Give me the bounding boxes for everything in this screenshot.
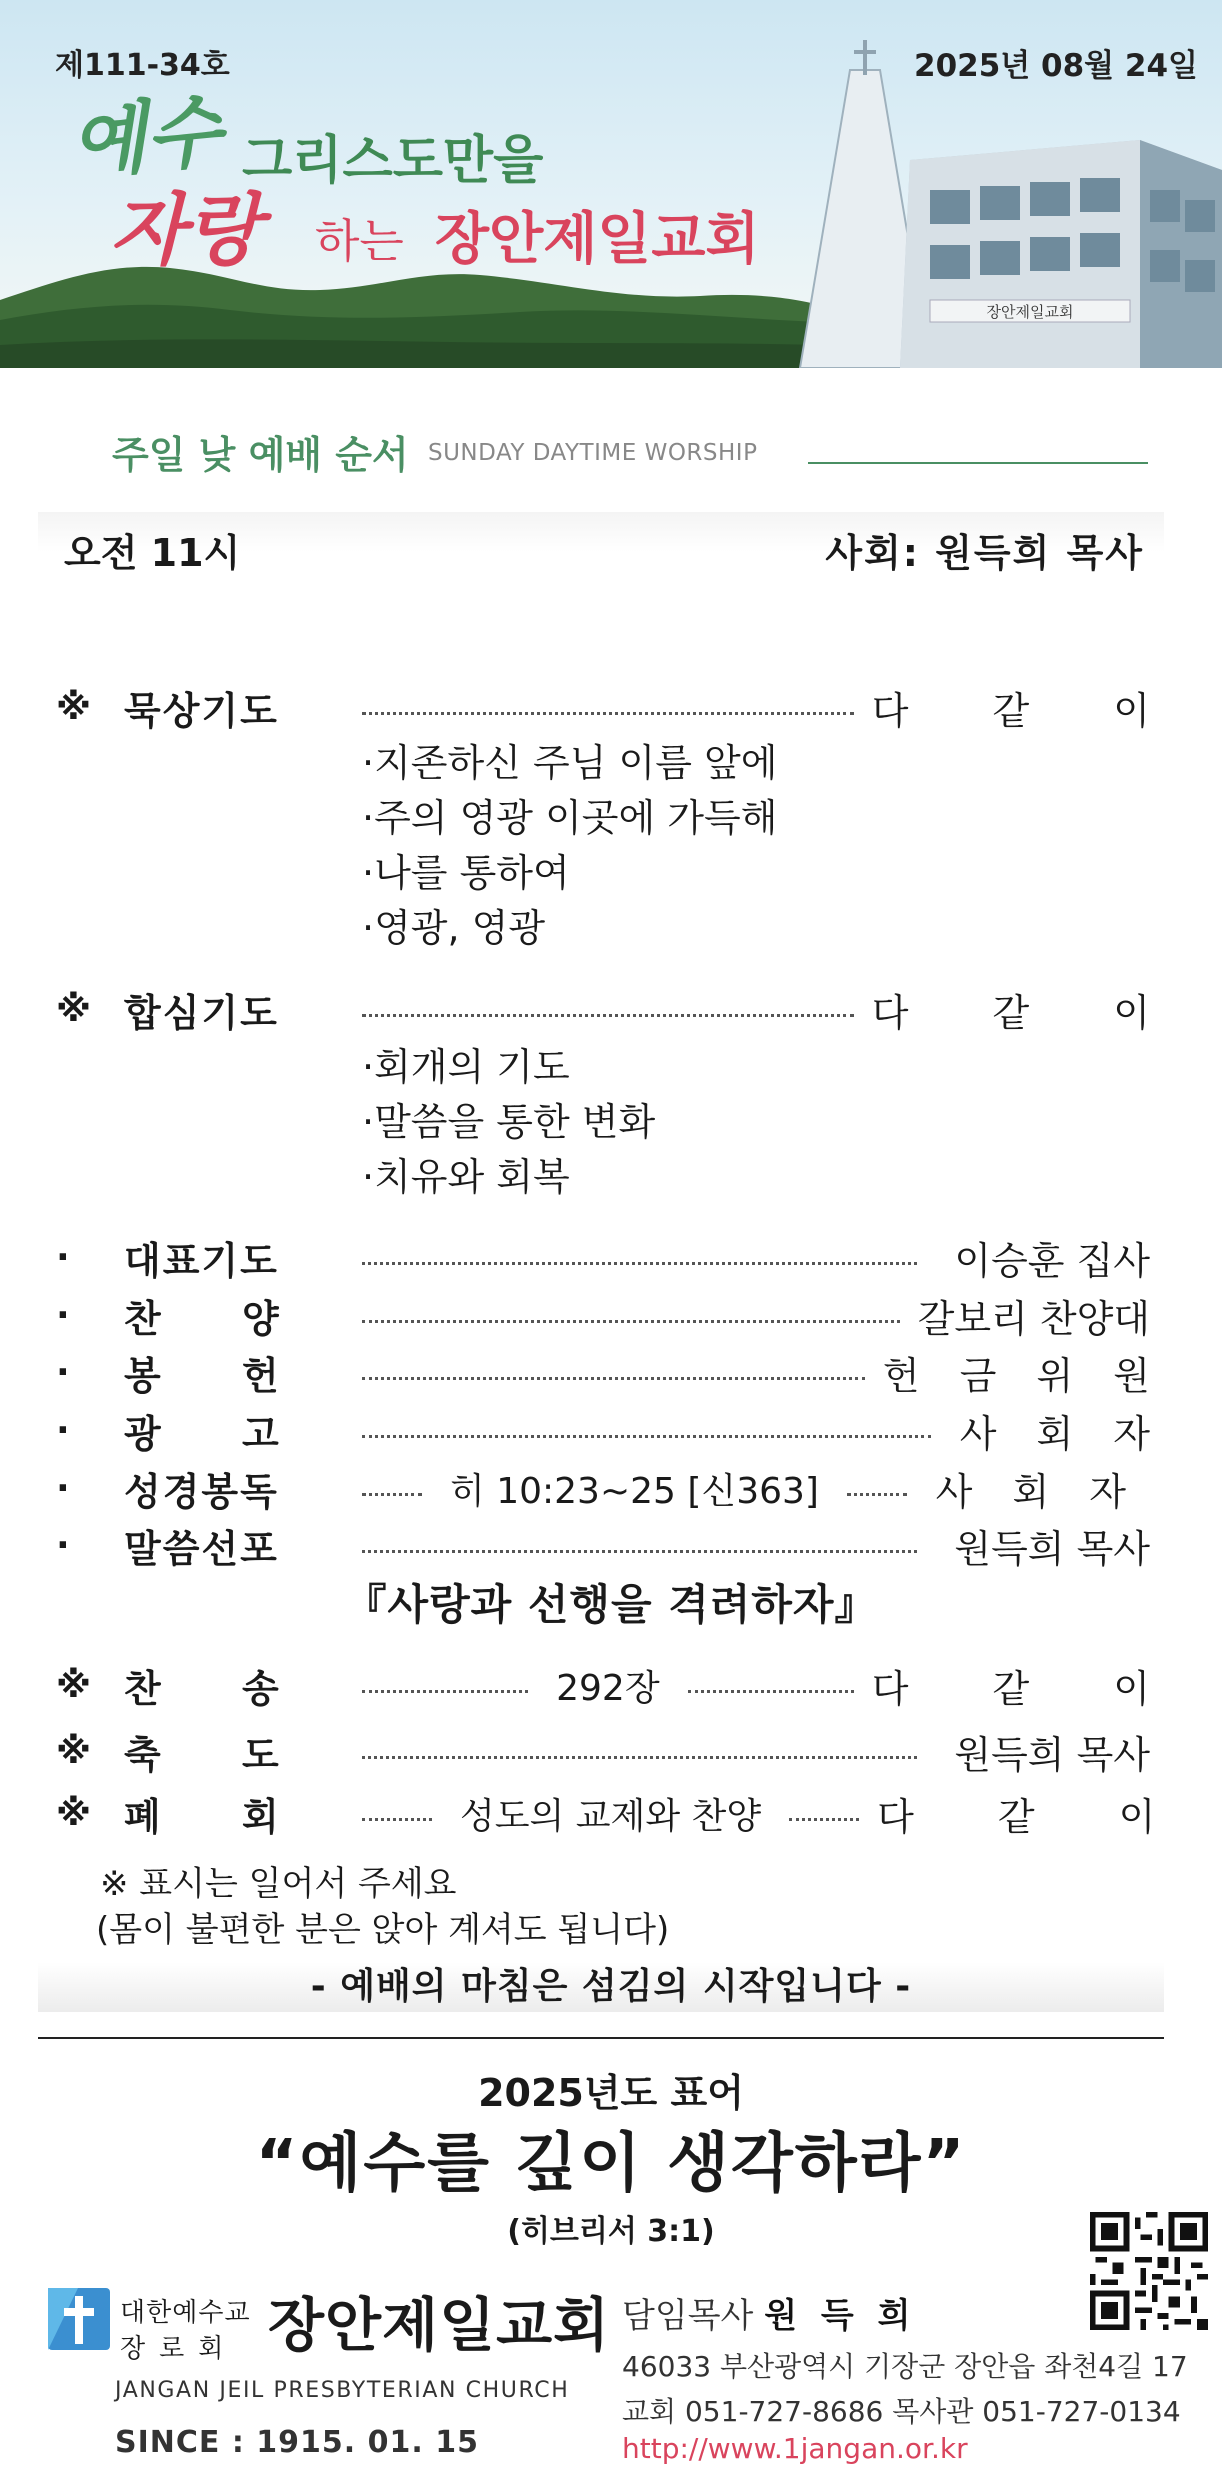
- leader-dots: [362, 1262, 917, 1265]
- pastor-label: 담임목사: [622, 2296, 754, 2336]
- list-item: ·말씀을 통한 변화: [362, 1100, 656, 1144]
- sit-note: (몸이 불편한 분은 앉아 계셔도 됩니다): [96, 1910, 670, 1950]
- church-website-link[interactable]: http://www.1jangan.or.kr: [622, 2432, 968, 2465]
- scripture-reference: 히 10:23~25 [신363]: [450, 1470, 819, 1512]
- cross-logo-icon: [48, 2288, 110, 2350]
- stand-mark: ※: [56, 988, 91, 1030]
- service-time: 오전 11시: [64, 531, 241, 575]
- bulletin-date: 2025년 08월 24일: [914, 48, 1198, 84]
- order-item: [56, 1660, 1187, 1711]
- bullet-mark: ·: [56, 1351, 70, 1393]
- item-leader: 원득희 목사: [954, 1526, 1150, 1571]
- pastor-name: 원 득 희: [764, 2296, 917, 2336]
- meditation-song-list: [362, 736, 777, 956]
- leader-dots: [362, 712, 854, 715]
- church-phones: 교회 051-727-8686 목사관 051-727-0134: [622, 2395, 1181, 2428]
- service-presider: 사회: 원득희 목사: [825, 531, 1144, 575]
- leader-dots: [362, 1014, 854, 1017]
- slogan-church-name: 장안제일교회: [435, 207, 760, 272]
- list-item: ·주의 영광 이곳에 가득해: [362, 796, 778, 840]
- leader-dots: [362, 1690, 528, 1693]
- item-label: 대표기도: [124, 1238, 279, 1283]
- item-label: 봉 헌: [124, 1353, 313, 1398]
- item-leader: 다 같 이: [871, 688, 1186, 733]
- item-leader: 다 같 이: [877, 1794, 1192, 1839]
- closing-activity: 성도의 교제와 찬양: [460, 1795, 762, 1837]
- order-item: [56, 1232, 1150, 1282]
- sermon-title: 『사랑과 선행을 격려하자』: [344, 1580, 878, 1629]
- order-item: [56, 1290, 1150, 1340]
- list-item: ·영광, 영광: [362, 906, 546, 950]
- title-rule: [808, 462, 1148, 464]
- item-leader: 다 같 이: [871, 1666, 1187, 1711]
- item-leader: 사 회 자: [959, 1411, 1164, 1456]
- item-leader: 이승훈 집사: [954, 1238, 1150, 1283]
- item-label: 성경봉독: [124, 1469, 279, 1514]
- church-address: 46033 부산광역시 기장군 장안읍 좌천4길 17: [622, 2350, 1188, 2383]
- section-divider: [38, 2037, 1164, 2039]
- leader-dots: [362, 1550, 917, 1553]
- church-building-image: [780, 40, 1222, 368]
- leader-dots: [362, 1377, 865, 1380]
- item-label: 말씀선포: [124, 1526, 279, 1571]
- denomination-line1: 대한예수교: [120, 2298, 251, 2328]
- leader-dots: [362, 1756, 917, 1759]
- bullet-mark: ·: [56, 1294, 70, 1336]
- header-banner: [0, 0, 1222, 368]
- building-sign: 장안제일교회: [986, 303, 1074, 321]
- item-label: 찬 송: [124, 1666, 313, 1711]
- order-item: [56, 1726, 1150, 1776]
- stand-mark: ※: [56, 1664, 91, 1706]
- order-item: [56, 1788, 1192, 1839]
- item-label: 묵상기도: [124, 688, 279, 733]
- stand-note: ※ 표시는 일어서 주세요: [100, 1864, 457, 1904]
- church-name: 장안제일교회: [268, 2291, 611, 2359]
- item-label: 찬 양: [124, 1296, 313, 1341]
- leader-dots: [847, 1493, 907, 1496]
- item-label: 합심기도: [124, 990, 279, 1035]
- order-item: [56, 1405, 1164, 1456]
- worship-order-title: 주일 낮 예배 순서: [112, 433, 409, 477]
- bullet-mark: ·: [56, 1236, 70, 1278]
- denomination-line2: 장로회: [120, 2334, 238, 2364]
- closing-message: - 예배의 마침은 섬김의 시작입니다 -: [310, 1966, 912, 2007]
- motto-year-label: 2025년도 표어: [478, 2071, 744, 2115]
- item-leader: 사 회 자: [935, 1469, 1140, 1514]
- order-item: [56, 1463, 1150, 1513]
- order-item: [56, 682, 1186, 733]
- bullet-mark: ·: [56, 1409, 70, 1451]
- slogan-jesus: 예수: [66, 86, 225, 190]
- bullet-mark: ·: [56, 1524, 70, 1566]
- slogan-doing: 하는: [315, 214, 404, 268]
- church-name-english: JANGAN JEIL PRESBYTERIAN CHURCH: [115, 2378, 570, 2403]
- issue-number: 제111-34호: [55, 48, 230, 83]
- leader-dots: [688, 1690, 854, 1693]
- item-label: 광 고: [124, 1411, 313, 1456]
- order-item: [56, 1347, 1164, 1398]
- order-item: [56, 984, 1186, 1035]
- yearly-motto: “예수를 깊이 생각하라”: [255, 2127, 967, 2201]
- leader-dots: [362, 1320, 900, 1323]
- item-label: 폐 회: [124, 1794, 313, 1839]
- worship-order-subtitle: SUNDAY DAYTIME WORSHIP: [428, 440, 758, 466]
- founding-date: SINCE : 1915. 01. 15: [115, 2425, 479, 2460]
- hymn-number: 292장: [556, 1667, 660, 1709]
- slogan-boast: 자랑: [110, 186, 261, 276]
- motto-reference: (히브리서 3:1): [507, 2214, 715, 2249]
- stand-mark: ※: [56, 686, 91, 728]
- order-item: [56, 1520, 1150, 1570]
- list-item: ·회개의 기도: [362, 1045, 570, 1089]
- item-leader: 갈보리 찬양대: [917, 1296, 1150, 1341]
- leader-dots: [362, 1818, 432, 1821]
- list-item: ·나를 통하여: [362, 851, 570, 895]
- qr-code-icon[interactable]: [1090, 2212, 1208, 2330]
- leader-dots: [362, 1493, 422, 1496]
- bullet-mark: ·: [56, 1467, 70, 1509]
- prayer-topic-list: [362, 1040, 655, 1205]
- item-label: 축 도: [124, 1732, 313, 1777]
- leader-dots: [362, 1435, 931, 1438]
- senior-pastor: [622, 2288, 916, 2337]
- item-leader: 원득희 목사: [954, 1732, 1150, 1777]
- stand-mark: ※: [56, 1792, 91, 1834]
- list-item: ·지존하신 주님 이름 앞에: [362, 741, 778, 785]
- slogan-christ-only: 그리스도만을: [242, 131, 544, 191]
- leader-dots: [789, 1818, 859, 1821]
- list-item: ·치유와 회복: [362, 1155, 570, 1199]
- stand-mark: ※: [56, 1730, 91, 1772]
- item-leader: 헌 금 위 원: [882, 1353, 1164, 1398]
- item-leader: 다 같 이: [871, 990, 1186, 1035]
